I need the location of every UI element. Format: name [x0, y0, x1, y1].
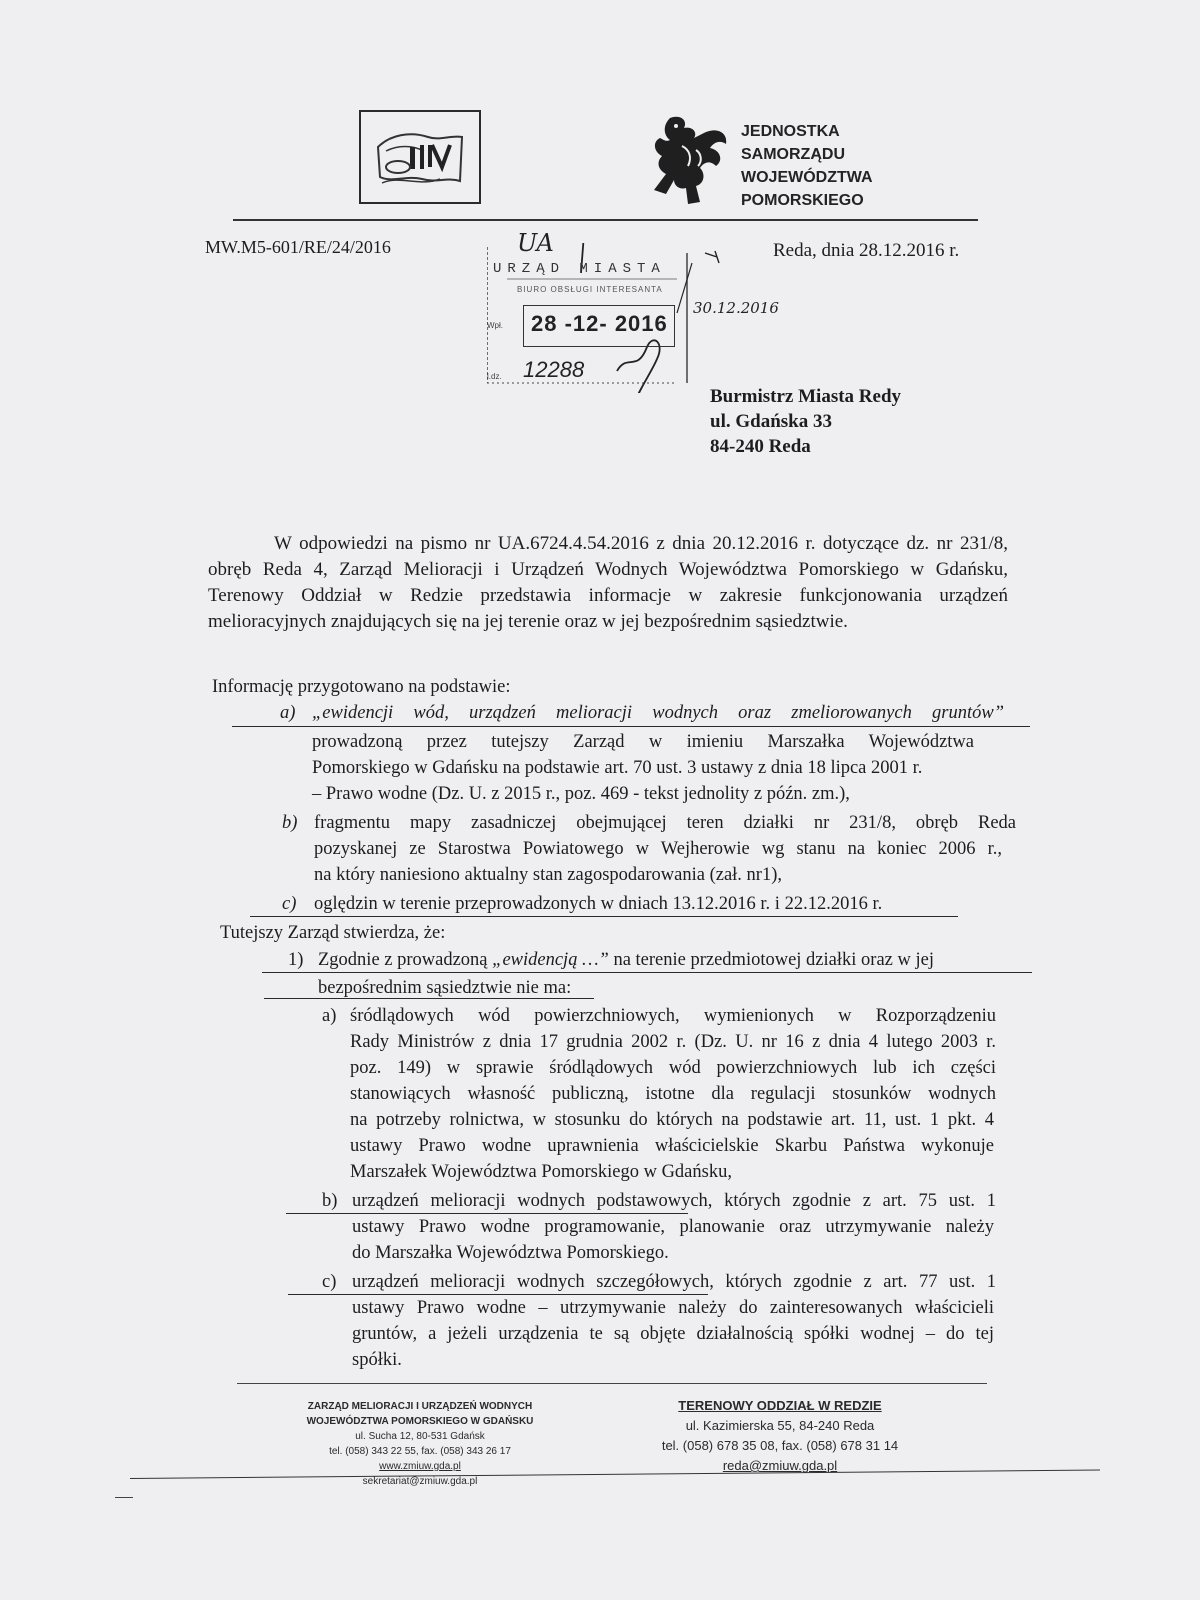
sub-item-a-line: stanowiących własność publiczną, istotne dla regulacji stosunków wodnych	[350, 1084, 996, 1104]
stamp-ldz-label: l.dz.	[487, 372, 502, 381]
underline	[232, 726, 1030, 727]
sub-item-b-line: urządzeń melioracji wodnych podstawowych, których zgodnie z art. 75 ust. 1	[352, 1191, 996, 1211]
sub-item-a-line: Rady Ministrów z dnia 17 grudnia 2002 r. (Dz. U. nr 16 z dnia 4 lutego 2003 r.	[350, 1032, 996, 1052]
finding-1-line	[318, 947, 934, 973]
org-name	[741, 120, 873, 212]
sub-item-a-line: na potrzeby rolnictwa, w stosunku do których na podstawie art. 11, ust. 1 pkt. 4	[350, 1110, 994, 1130]
underline	[262, 972, 1032, 973]
footer-rule	[237, 1383, 987, 1384]
stamp-header: URZĄD MIASTA	[493, 261, 666, 277]
list-marker: 1)	[288, 950, 304, 970]
sub-item-c-line: gruntów, a jeżeli urządzenia te są objęte działalnością spółki wodnej – do tej	[352, 1324, 994, 1344]
stamp-subheader: BIURO OBSŁUGI INTERESANTA	[517, 285, 663, 294]
footer-hq-name: ZARZĄD MELIORACJI I URZĄDZEŃ WODNYCH	[307, 1401, 533, 1412]
finding-1-post: na terenie przedmiotowej działki oraz w jej	[608, 950, 934, 970]
footer-branch-address: ul. Kazimierska 55, 84-240 Reda	[685, 1418, 875, 1433]
org-name-line: WOJEWÓDZTWA	[741, 169, 873, 186]
footer-hq-email: sekretariat@zmiuw.gda.pl	[362, 1476, 478, 1487]
recipient-line: 84-240 Reda	[710, 436, 811, 457]
footer-dash	[115, 1497, 133, 1498]
list-marker: b)	[322, 1191, 338, 1211]
org-name-line: POMORSKIEGO	[741, 192, 864, 209]
list-marker: c)	[282, 894, 297, 914]
stamp-ldz-number: 12288	[523, 357, 585, 382]
zmiuw-logo-icon	[370, 121, 470, 193]
basis-item-b-line: fragmentu mapy zasadniczej obejmującej teren działki nr 231/8, obręb Reda	[314, 813, 1016, 833]
basis-item-b-line: pozyskanej ze Starostwa Powiatowego w Wejherowie wg stanu na koniec 2006 r.,	[314, 839, 1002, 859]
list-marker: a)	[322, 1006, 337, 1026]
sub-item-a-line: Marszałek Województwa Pomorskiego w Gdańsku,	[350, 1162, 732, 1182]
basis-heading: Informację przygotowano na podstawie:	[212, 677, 511, 697]
recipient-address	[710, 384, 901, 459]
finding-1-line: bezpośrednim sąsiedztwie nie ma:	[318, 978, 572, 998]
sub-item-c-line: ustawy Prawo wodne – utrzymywanie należy do zainteresowanych właścicieli	[352, 1298, 994, 1318]
sub-item-a-line: śródlądowych wód powierzchniowych, wymienionych w Rozporządzeniu	[350, 1006, 996, 1026]
footer-hq-address: ul. Sucha 12, 80-531 Gdańsk	[355, 1431, 485, 1442]
intro-paragraph: W odpowiedzi na pismo nr UA.6724.4.54.2016 z dnia 20.12.2016 r. dotyczące dz. nr 231/8, obręb Reda 4, Zarząd Melioracji i Urządzeń Wodnych Województwa Pomorskiego w Gdańsku, Terenowy Oddział w Redzie przedstawia informacje w zakresie funkcjonowania urządzeń melioracyjnych znajdujących się na jej terenie oraz w jej bezpośrednim sąsiedztwie.	[208, 533, 1008, 632]
footer-hq-name: WOJEWÓDZTWA POMORSKIEGO W GDAŃSKU	[306, 1416, 534, 1427]
header-rule	[233, 219, 978, 221]
sub-item-a-line: poz. 149) w sprawie śródlądowych wód powierzchniowych lub ich części	[350, 1058, 996, 1078]
reference-number: MW.M5-601/RE/24/2016	[205, 237, 391, 257]
stamp-handwritten-ua: UA	[517, 229, 554, 257]
recipient-line: Burmistrz Miasta Redy	[710, 386, 902, 407]
list-marker: a)	[280, 703, 296, 723]
stamp-received-date: 28 -12- 2016	[531, 311, 668, 336]
list-marker: c)	[322, 1272, 337, 1292]
footer-branch	[650, 1396, 910, 1476]
underline	[264, 998, 594, 999]
footer-hq-phone: tel. (058) 343 22 55, fax. (058) 343 26 17	[329, 1446, 511, 1457]
sub-item-c-line: urządzeń melioracji wodnych szczegółowych, których zgodnie z art. 77 ust. 1	[352, 1272, 996, 1292]
list-marker: b)	[282, 813, 298, 833]
findings-heading: Tutejszy Zarząd stwierdza, że:	[220, 923, 446, 943]
sub-item-b-line: ustawy Prawo wodne programowanie, planowanie oraz utrzymywanie należy	[352, 1217, 994, 1237]
sub-item-b-line: do Marszałka Województwa Pomorskiego.	[352, 1243, 669, 1263]
basis-item-a-line: „ewidencji wód, urządzeń melioracji wodnych oraz zmeliorowanych gruntów”	[312, 703, 1004, 723]
registry-stamp	[487, 229, 779, 393]
stamp-received-label: Wpł.	[487, 321, 503, 330]
recipient-line: ul. Gdańska 33	[710, 411, 832, 432]
stamp-handwritten-date: 30.12.2016	[693, 299, 779, 317]
footer-branch-name: TERENOWY ODDZIAŁ W REDZIE	[678, 1398, 882, 1413]
footer-branch-phone: tel. (058) 678 35 08, fax. (058) 678 31 14	[661, 1438, 899, 1453]
org-name-line: SAMORZĄDU	[741, 146, 845, 163]
footer-branch-email: reda@zmiuw.gda.pl	[722, 1458, 838, 1473]
basis-item-a-line: – Prawo wodne (Dz. U. z 2015 r., poz. 469 - tekst jednolity z późn. zm.),	[312, 784, 850, 804]
griffin-crest-icon	[640, 110, 734, 208]
basis-item-b-line: na który naniesiono aktualny stan zagospodarowania (zał. nr1),	[314, 865, 783, 885]
footer-hq-website: www.zmiuw.gda.pl	[379, 1461, 461, 1472]
sub-item-c-line: spółki.	[352, 1350, 402, 1370]
org-name-line: JEDNOSTKA	[741, 123, 840, 140]
zmiuw-logo	[359, 110, 481, 204]
basis-item-a-line: Pomorskiego w Gdańsku na podstawie art. 70 ust. 3 ustawy z dnia 18 lipca 2001 r.	[312, 758, 923, 778]
finding-1-pre: Zgodnie z prowadzoną	[318, 950, 493, 970]
basis-item-a-line: prowadzoną przez tutejszy Zarząd w imieniu Marszałka Województwa	[312, 732, 974, 752]
letter-date: Reda, dnia 28.12.2016 r.	[773, 240, 960, 261]
finding-1-emphasis: „ewidencją …”	[492, 950, 609, 970]
basis-item-c-line: oględzin w terenie przeprowadzonych w dniach 13.12.2016 r. i 22.12.2016 r.	[314, 894, 883, 914]
underline	[250, 916, 958, 917]
sub-item-a-line: ustawy Prawo wodne uprawnienia właścicielskie Skarbu Państwa wykonuje	[350, 1136, 994, 1156]
